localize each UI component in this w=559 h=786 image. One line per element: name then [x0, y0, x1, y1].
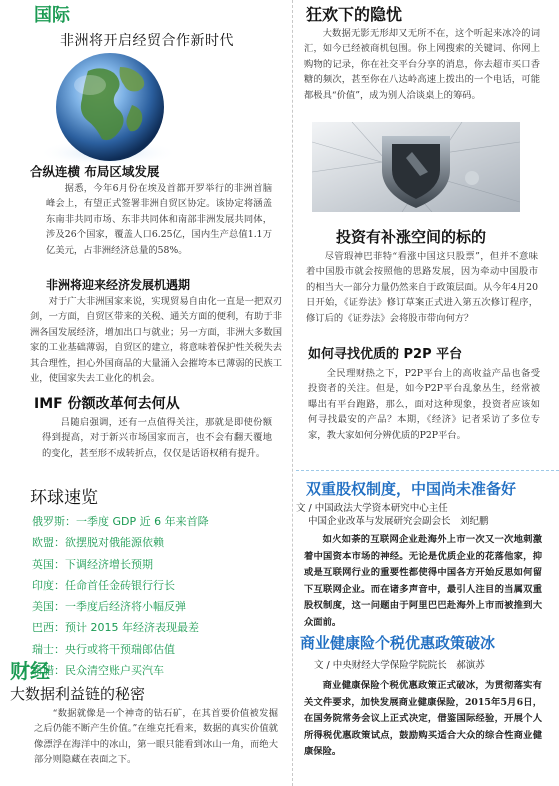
paragraph-investment-targets: 尽管瑕神巴菲特“看涨中国这只股票”，但并不意味着中国股市就会按照他的思路发展，因为牵动中国股市的相当大一部分力量仍然来自于政策层面。从今年4月20日开始，《证券法》修订草案正式进入第五次修订程序，修订后的《证券法》会将股市带向何方？	[306, 251, 538, 324]
list-item[interactable]: 巴西：预计 2015 年经济表现最差	[32, 621, 199, 635]
global-news-list	[32, 511, 209, 681]
section-label-international: 国际	[34, 5, 70, 26]
data-security-image	[312, 122, 520, 212]
list-item[interactable]: 美国：一季度后经济将小幅反弹	[32, 600, 186, 614]
heading-health-insurance-tax: 商业健康险个税优惠政策破冰	[300, 634, 496, 652]
section-label-finance: 财经	[10, 659, 50, 683]
list-item[interactable]: 英国：下调经济增长预期	[32, 557, 153, 571]
paragraph-health-insurance-tax: 商业健康保险个税优惠政策正式破冰，为贯彻落实有关文件要求，加快发展商业健康保险，2015年5月6日，在国务院常务会议上正式决定，借鉴国际经验，开展个人所得税优惠政策试点，鼓励购买适合大众的综合性商业健康保险。	[304, 680, 542, 757]
list-item[interactable]: 欧盟：欲摆脱对俄能源依赖	[32, 536, 164, 550]
paragraph-carnival-worry: 大数据无影无形却又无所不在，这个听起来冰冷的词汇，如今已经被商机包围。你上网搜索的关键词、你网上购物的记录，你在社交平台分享的消息，你去超市买口香糖的频次，甚至你在八达岭高速上拨出的一个电话，可能都极具“价值”，成为别人洽谈桌上的筹码。	[304, 28, 540, 101]
list-item[interactable]: 印度：任命首任金砖银行行长	[32, 578, 175, 592]
international-title: 非洲将开启经贸合作新时代	[60, 33, 234, 49]
paragraph-p2p-platform: 全民理财热之下，P2P平台上的高收益产品也备受投资者的关注。但是，如今P2P平台乱象丛生，经常被曝出有平台跑路，那么，面对这种现象，投资者应该如何寻找最安的产品？本期，《经济》记者采访了多位专家，教大家如何分辨优质的P2P平台。	[308, 368, 540, 441]
section-divider	[296, 470, 559, 471]
paragraph-big-data-value: “数据就像是一个神奇的钻石矿，在其首要价值被发掘之后仍能不断产生价值。”在维克托看来，数据的真实价值就像漂浮在海洋中的冰山，第一眼只能看到冰山一角，而绝大部分则隐藏在表面之下。	[34, 708, 278, 766]
paragraph-africa-ftz: 据悉，今年6月份在埃及首都开罗举行的非洲首脑峰会上，有望正式签署非洲自贸区协定。该协定将涵盖东南非共同市场、东非共同体和南部非洲发展共同体，涉及26个国家，覆盖人口6.25亿，国内生产总值1.1万亿美元，占非洲经济总量的58%。	[46, 183, 272, 256]
heading-carnival-worry: 狂欢下的隐忧	[306, 5, 403, 24]
byline-dual-1: 文 / 中国政法大学资本研究中心主任	[296, 503, 448, 514]
globe-image	[28, 49, 188, 171]
heading-investment-targets: 投资有补涨空间的标的	[336, 228, 487, 246]
heading-dual-class-shares: 双重股权制度，中国尚未准备好	[306, 480, 517, 498]
list-item[interactable]: 希腊：民众清空账户买汽车	[32, 664, 164, 678]
paragraph-dual-class-shares: 如火如荼的互联网企业赴海外上市一次又一次地刺激着中国资本市场的神经。无论是优质企业的花落他家，抑或是互联网行业的重要性都使得中国各方开始反思如何留下互联网企业。而在诸多声音中，最引人注目的当属双重股权制度，这一问题由于阿里巴巴赴海外上市而被推到大众面前。	[304, 534, 542, 628]
heading-imf-reform: IMF 份额改革何去何从	[34, 396, 180, 412]
paragraph-africa-opportunity: 对于广大非洲国家来说，实现贸易自由化一直是一把双刃剑，一方面，自贸区带来的关税、通关方面的便利，有助于非洲各国发展经济，增加出口与就业；另一方面，非洲大多数国家的工业基础薄弱，自贸区的建立，将意味着保护性关税失去其合理性，担心外国商品的大量涌入会摧垮本已薄弱的民族工业，使国家失去工业化的机会。	[30, 296, 282, 385]
heading-p2p-platform: 如何寻找优质的 P2P 平台	[308, 347, 463, 362]
column-divider	[292, 0, 293, 786]
byline-dual-2: 中国企业改革与发展研究会副会长 刘纪鹏	[308, 516, 489, 527]
list-item[interactable]: 瑞士：央行或将干预瑞郎估值	[32, 642, 175, 656]
list-item[interactable]: 俄罗斯：一季度 GDP 近 6 年来首降	[32, 515, 209, 528]
paragraph-imf-reform: 吕随启强调，还有一点值得关注，那就是即使份额得到提高，对于新兴市场国家而言，也不会有翻天覆地的变化，甚至形不成转折点，仅仅是话语权稍有提升。	[42, 417, 272, 459]
heading-regional-development: 合纵连横 布局区域发展	[30, 164, 160, 179]
byline-insurance: 文 / 中央财经大学保险学院院长 郝演苏	[314, 660, 485, 671]
global-quick-view-title: 环球速览	[30, 488, 98, 508]
finance-title: 大数据利益链的秘密	[10, 685, 146, 703]
heading-africa-opportunity: 非洲将迎来经济发展机遇期	[46, 278, 191, 292]
